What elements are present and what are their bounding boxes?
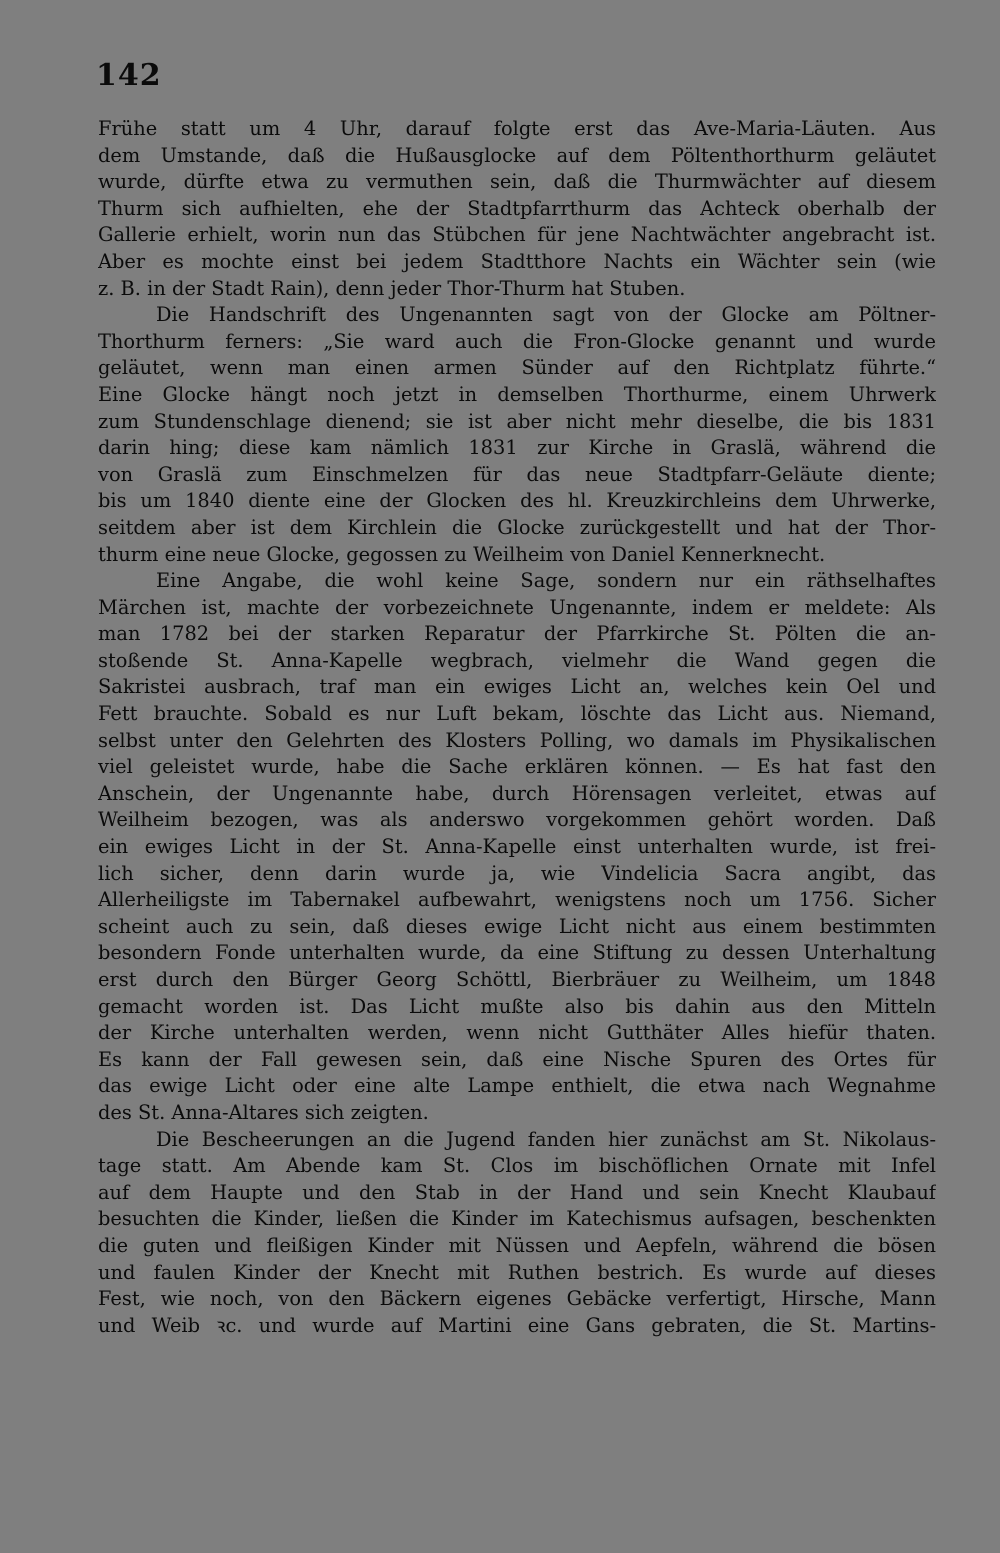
text-line: man 1782 bei der starken Reparatur der Pfarrkirche St. Pölten die an- (98, 622, 936, 646)
text-line: Fett brauchte. Sobald es nur Luft bekam, löschte das Licht aus. Niemand, (98, 702, 936, 726)
text-line: zum Stundenschlage dienend; sie ist aber nicht mehr dieselbe, die bis 1831 (98, 409, 936, 433)
text-line: geläutet, wenn man einen armen Sünder auf den Richtplatz führte.“ (98, 356, 936, 380)
text-line: des St. Anna-Altares sich zeigten. (98, 1100, 429, 1124)
text-line: Thorthurm ferners: „Sie ward auch die Fron-Glocke genannt und wurde (98, 329, 936, 353)
text-line: auf dem Haupte und den Stab in der Hand und sein Knecht Klaubauf (98, 1180, 936, 1204)
body-text (98, 116, 936, 1339)
text-line: Es kann der Fall gewesen sein, daß eine Nische Spuren des Ortes für (98, 1047, 936, 1071)
text-line: scheint auch zu sein, daß dieses ewige Licht nicht aus einem bestimmten (98, 914, 936, 938)
text-line: Frühe statt um 4 Uhr, darauf folgte erst das Ave-Maria-Läuten. Aus (98, 117, 936, 140)
text-line: Thurm sich aufhielten, ehe der Stadtpfarrthurm das Achteck oberhalb der (98, 196, 936, 220)
text-line: selbst unter den Gelehrten des Klosters Polling, wo damals im Physikalischen (98, 728, 936, 752)
text-line: thurm eine neue Glocke, gegossen zu Weilheim von Daniel Kennerknecht. (98, 542, 826, 566)
text-line: seitdem aber ist dem Kirchlein die Glocke zurückgestellt und hat der Thor- (98, 515, 936, 539)
text-line: von Graslä zum Einschmelzen für das neue Stadtpfarr-Geläute diente; (98, 462, 936, 486)
text-line: und faulen Kinder der Knecht mit Ruthen bestrich. Es wurde auf dieses (98, 1260, 936, 1284)
text-line: und Weib ꝛc. und wurde auf Martini eine Gans gebraten, die St. Martins- (98, 1313, 936, 1337)
text-line: wurde, dürfte etwa zu vermuthen sein, daß die Thurmwächter auf diesem (98, 170, 936, 194)
text-line: viel geleistet wurde, habe die Sache erklären können. — Es hat fast den (98, 755, 936, 779)
text-line: Fest, wie noch, von den Bäckern eigenes Gebäcke verfertigt, Hirsche, Mann (98, 1287, 936, 1311)
text-line: Weilheim bezogen, was als anderswo vorgekommen gehört worden. Daß (98, 808, 936, 832)
text-line: Gallerie erhielt, worin nun das Stübchen für jene Nachtwächter angebracht ist. (98, 223, 936, 247)
text-line: tage statt. Am Abende kam St. Clos im bischöflichen Ornate mit Infel (98, 1154, 936, 1178)
text-line: die guten und fleißigen Kinder mit Nüssen und Aepfeln, während die bösen (98, 1233, 936, 1257)
text-line: stoßende St. Anna-Kapelle wegbrach, vielmehr die Wand gegen die (98, 648, 936, 672)
text-line: Aber es mochte einst bei jedem Stadtthore Nachts ein Wächter sein (wie (98, 249, 936, 273)
text-line: Eine Angabe, die wohl keine Sage, sondern nur ein räthselhaftes (156, 569, 936, 593)
text-line: das ewige Licht oder eine alte Lampe enthielt, die etwa nach Wegnahme (98, 1074, 936, 1098)
page-number: 142 (96, 58, 162, 93)
text-line: darin hing; diese kam nämlich 1831 zur Kirche in Graslä, während die (98, 436, 936, 460)
text-line: lich sicher, denn darin wurde ja, wie Vindelicia Sacra angibt, das (98, 861, 936, 885)
text-line: erst durch den Bürger Georg Schöttl, Bierbräuer zu Weilheim, um 1848 (98, 968, 936, 991)
text-line: gemacht worden ist. Das Licht mußte also bis dahin aus den Mitteln (98, 994, 936, 1018)
text-line: bis um 1840 diente eine der Glocken des hl. Kreuzkirchleins dem Uhrwerke, (98, 489, 936, 513)
text-line: dem Umstande, daß die Hußausglocke auf dem Pöltenthorthurm geläutet (98, 143, 936, 167)
text-line: Anschein, der Ungenannte habe, durch Hörensagen verleitet, etwas auf (98, 781, 936, 805)
text-line: Allerheiligste im Tabernakel aufbewahrt, wenigstens noch um 1756. Sicher (98, 888, 936, 912)
text-line: der Kirche unterhalten werden, wenn nicht Gutthäter Alles hiefür thaten. (98, 1021, 936, 1045)
text-line: Märchen ist, machte der vorbezeichnete Ungenannte, indem er meldete: Als (98, 595, 936, 619)
text-line: z. B. in der Stadt Rain), denn jeder Thor-Thurm hat Stuben. (98, 276, 686, 300)
text-line: Eine Glocke hängt noch jetzt in demselben Thorthurme, einem Uhrwerk (98, 382, 936, 406)
text-line: Die Handschrift des Ungenannten sagt von der Glocke am Pöltner- (156, 303, 936, 327)
text-line: Die Bescheerungen an die Jugend fanden hier zunächst am St. Nikolaus- (156, 1127, 936, 1151)
text-line: Sakristei ausbrach, traf man ein ewiges Licht an, welches kein Oel und (98, 675, 936, 699)
text-line: besondern Fonde unterhalten wurde, da eine Stiftung zu dessen Unterhaltung (98, 941, 936, 965)
text-line: ein ewiges Licht in der St. Anna-Kapelle einst unterhalten wurde, ist frei- (98, 835, 936, 859)
text-line: besuchten die Kinder, ließen die Kinder im Katechismus aufsagen, beschenkten (98, 1207, 936, 1231)
